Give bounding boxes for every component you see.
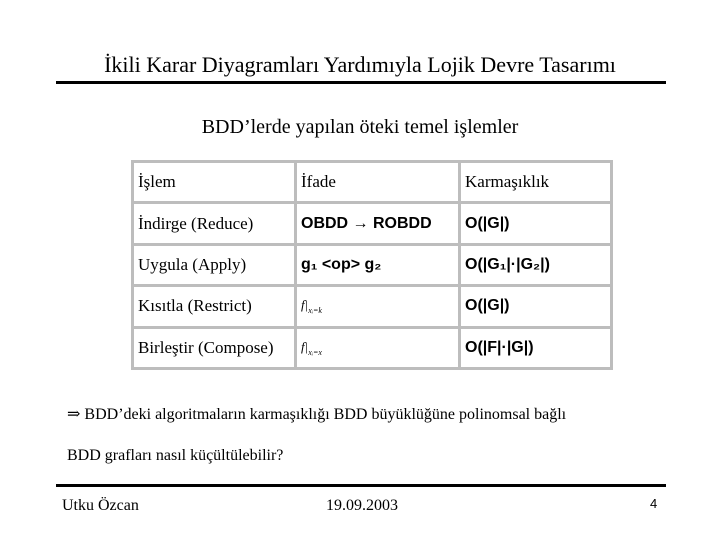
- footer-divider: [56, 484, 666, 487]
- row-restrict-complexity: O(|G|): [461, 287, 610, 325]
- page-number: 4: [650, 496, 658, 511]
- footer-author: Utku Özcan: [62, 497, 139, 514]
- restrict-expr-sub: xᵢ=k: [308, 306, 322, 316]
- row-reduce-op: İndirge (Reduce): [134, 204, 294, 242]
- question-line: BDD grafları nasıl küçültülebilir?: [67, 447, 284, 464]
- compose-expr-sub: xᵢ=x: [308, 347, 322, 357]
- row-reduce-complexity: O(|G|): [461, 204, 610, 242]
- table-row: [134, 246, 610, 284]
- table-row: [134, 204, 610, 242]
- title-divider: [56, 81, 666, 84]
- row-restrict-op: Kısıtla (Restrict): [134, 287, 294, 325]
- header-expression: İfade: [297, 163, 458, 201]
- table-row: [134, 287, 610, 325]
- row-compose-expr: [297, 329, 458, 367]
- row-apply-complexity: O(|G₁|·|G₂|): [461, 246, 610, 284]
- row-compose-op: Birleştir (Compose): [134, 329, 294, 367]
- row-restrict-expr: [297, 287, 458, 325]
- footer-date: 19.09.2003: [326, 497, 398, 514]
- row-apply-op: Uygula (Apply): [134, 246, 294, 284]
- restrict-expr-main: f|: [301, 297, 309, 313]
- row-apply-expr: g₁ <op> g₂: [297, 246, 458, 284]
- header-complexity: Karmaşıklık: [461, 163, 610, 201]
- table-row: [134, 329, 610, 367]
- compose-expr-main: f|: [301, 338, 309, 354]
- row-compose-complexity: O(|F|·|G|): [461, 329, 610, 367]
- row-reduce-expr: OBDD → ROBDD: [297, 204, 458, 242]
- header-operation: İşlem: [134, 163, 294, 201]
- slide-subtitle: BDD’lerde yapılan öteki temel işlemler: [201, 116, 519, 138]
- table-header-row: [134, 163, 610, 201]
- slide-title: İkili Karar Diyagramları Yardımıyla Lojik Devre Tasarımı: [104, 52, 616, 77]
- operations-table: [131, 160, 613, 370]
- implication-line: ⇒ BDD’deki algoritmaların karmaşıklığı BDD büyüklüğüne polinomsal bağlı: [67, 406, 567, 423]
